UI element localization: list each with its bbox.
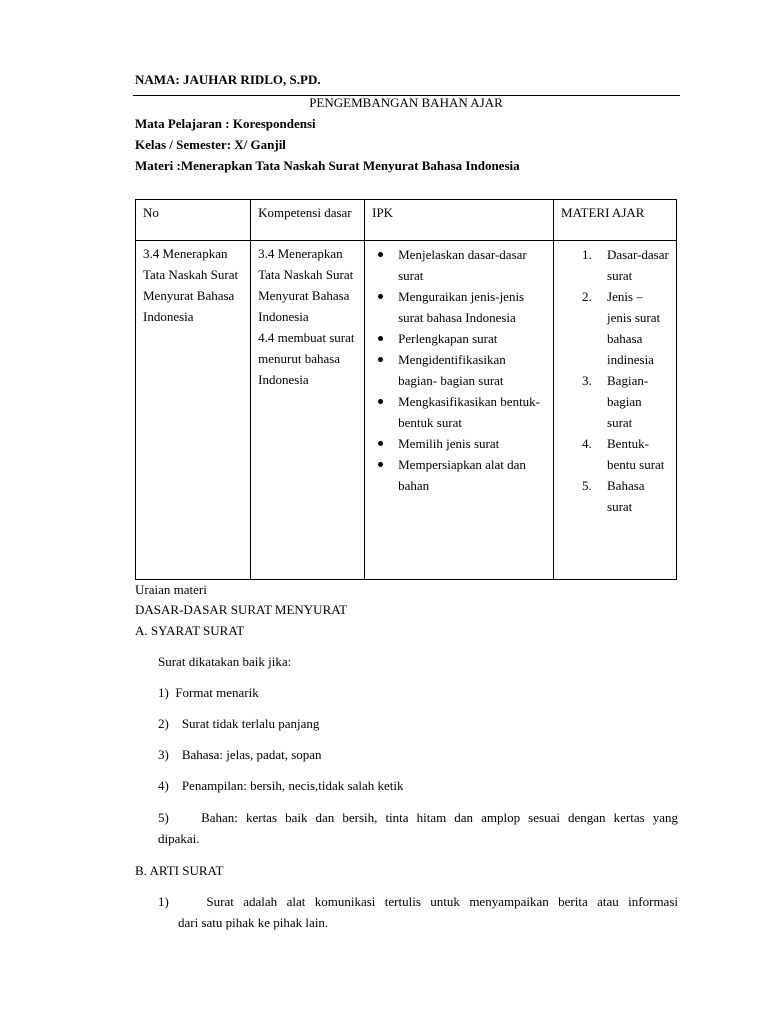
author-name: NAMA: JAUHAR RIDLO, S.PD. xyxy=(135,72,321,87)
cell-ipk xyxy=(365,241,554,580)
list-item: Perlengkapan surat xyxy=(398,328,547,349)
definition-line-1: 1) Surat adalah alat komunikasi tertulis untuk menyampaikan berita atau informasi xyxy=(158,894,678,909)
definition-line-2: dari satu pihak ke pihak lain. xyxy=(178,915,329,930)
list-item: 4) Penampilan: bersih, necis,tidak salah ketik xyxy=(158,778,404,793)
list-text: Bagian-bagian surat xyxy=(607,373,649,430)
cell-kompetensi xyxy=(251,241,365,580)
list-item xyxy=(582,244,670,286)
uraian-label: Uraian materi xyxy=(135,582,207,597)
header-cell-kd: Kompetensi dasar xyxy=(251,200,365,241)
competency-table xyxy=(135,199,677,580)
header-cell-no: No xyxy=(136,200,251,241)
subject-line: Mata Pelajaran : Korespondensi xyxy=(135,116,316,131)
list-number: 3. xyxy=(582,373,592,388)
list-text: Bentuk-bentu surat xyxy=(607,436,665,472)
list-item: Menguraikan jenis-jenis surat bahasa Indonesia xyxy=(398,286,547,328)
kd-4-4: 4.4 membuat surat menurut bahasa Indonesia xyxy=(258,330,355,387)
list-item-5-line-1: 5) Bahan: kertas baik dan bersih, tinta hitam dan amplop sesuai dengan kertas yang xyxy=(158,810,678,825)
header-cell-materi: MATERI AJAR xyxy=(554,200,677,241)
list-number: 1. xyxy=(582,247,592,262)
cell-no: 3.4 Menerapkan Tata Naskah Surat Menyurat Bahasa Indonesia xyxy=(136,241,251,580)
list-item: 3) Bahasa: jelas, padat, sopan xyxy=(158,747,322,762)
list-number: 5. xyxy=(582,478,592,493)
cell-materi xyxy=(554,241,677,580)
list-text: Dasar-dasar surat xyxy=(607,247,669,283)
list-text: Jenis – jenis surat bahasa indinesia xyxy=(607,289,661,367)
kd-3-4: 3.4 Menerapkan Tata Naskah Surat Menyurat Bahasa Indonesia xyxy=(258,246,354,324)
list-item: Mengidentifikasikan bagian- bagian surat xyxy=(398,349,547,391)
list-item: Mengkasifikasikan bentuk- bentuk surat xyxy=(398,391,547,433)
list-text: Bahasa surat xyxy=(607,478,645,514)
list-item xyxy=(582,433,670,475)
list-number: 4. xyxy=(582,436,592,451)
topic-heading: DASAR-DASAR SURAT MENYURAT xyxy=(135,602,348,617)
section-a-heading: A. SYARAT SURAT xyxy=(135,623,245,638)
list-item: 1) Format menarik xyxy=(158,685,259,700)
ipk-list xyxy=(372,244,547,496)
list-item: 2) Surat tidak terlalu panjang xyxy=(158,716,320,731)
table-row xyxy=(136,241,677,580)
document-title: PENGEMBANGAN BAHAN AJAR xyxy=(309,95,503,110)
list-item: Menjelaskan dasar-dasar surat xyxy=(398,244,547,286)
list-item xyxy=(582,475,670,517)
list-item: Memilih jenis surat xyxy=(398,433,547,454)
list-item xyxy=(582,370,670,433)
list-item-5-line-2: dipakai. xyxy=(158,831,200,846)
intro-text: Surat dikatakan baik jika: xyxy=(158,654,292,669)
header-cell-ipk: IPK xyxy=(365,200,554,241)
table-header-row xyxy=(136,200,677,241)
materi-list xyxy=(561,244,670,517)
class-semester-line: Kelas / Semester: X/ Ganjil xyxy=(135,137,286,152)
list-item: Mempersiapkan alat dan bahan xyxy=(398,454,547,496)
section-b-heading: B. ARTI SURAT xyxy=(135,863,224,878)
material-line: Materi :Menerapkan Tata Naskah Surat Menyurat Bahasa Indonesia xyxy=(135,158,520,173)
list-item xyxy=(582,286,670,370)
list-number: 2. xyxy=(582,289,592,304)
